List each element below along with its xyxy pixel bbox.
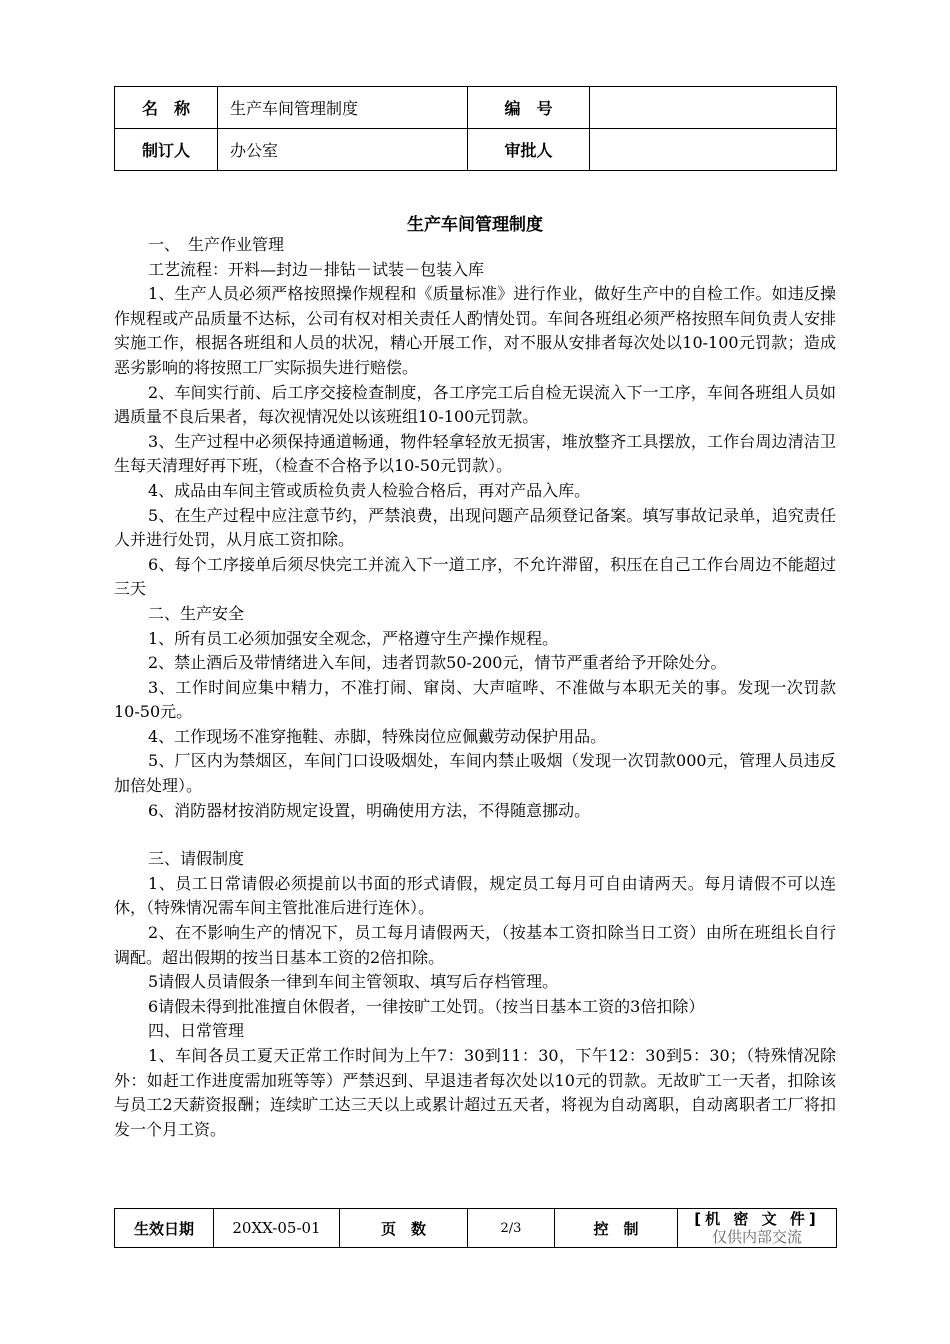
paragraph: 1、生产人员必须严格按照操作规程和《质量标准》进行作业，做好生产中的自检工作。如违反操作规程或产品质量不达标，公司有权对相关责任人酌情处罚。车间各班组必须严格按照车间负责人安排实施工作，根据各班组和人员的状况，精心开展工作，对不服从安排者每次处以10-100元罚款；造成恶劣影响的将按照工厂实际损失进行赔偿。 bbox=[114, 284, 836, 377]
paragraph: 6、每个工序接单后须尽快完工并流入下一道工序，不允许滞留，积压在自己工作台周边不能超过三天 bbox=[114, 554, 836, 599]
pages-label: 页 数 bbox=[340, 1209, 468, 1248]
document-body bbox=[114, 233, 836, 1142]
pages-value: 2/3 bbox=[468, 1209, 555, 1248]
approver-label: 审批人 bbox=[468, 129, 590, 171]
code-value bbox=[590, 87, 837, 129]
internal-only-line: 仅供内部交流 bbox=[711, 1228, 802, 1246]
document-title: 生产车间管理制度 bbox=[407, 215, 543, 235]
paragraph: 2、在不影响生产的情况下，员工每月请假两天，（按基本工资扣除当日工资）由所在班组长自行调配。超出假期的按当日基本工资的2倍扣除。 bbox=[114, 923, 836, 967]
footer-table bbox=[114, 1208, 837, 1248]
maker-label: 制订人 bbox=[115, 129, 218, 171]
section-heading-4: 四、日常管理 bbox=[148, 1021, 245, 1041]
paragraph: 2、车间实行前、后工序交接检查制度，各工序完工后自检无误流入下一工序，车间各班组人员如遇质量不良后果者，每次视情况处以该班组10-100元罚款。 bbox=[114, 382, 836, 427]
maker-value: 办公室 bbox=[218, 129, 468, 171]
paragraph: 2、禁止酒后及带情绪进入车间，违者罚款50-200元，情节严重者给予开除处分。 bbox=[148, 653, 727, 673]
paragraph: 5请假人员请假条一律到车间主管领取、填写后存档管理。 bbox=[148, 972, 559, 992]
effective-date-label: 生效日期 bbox=[115, 1209, 214, 1248]
confidential-line: [机 密 文 件] bbox=[694, 1210, 820, 1228]
section-heading-3: 三、请假制度 bbox=[148, 849, 245, 869]
approver-value bbox=[590, 129, 837, 171]
name-value: 生产车间管理制度 bbox=[218, 87, 468, 129]
paragraph: 6、消防器材按消防规定设置，明确使用方法，不得随意挪动。 bbox=[148, 800, 591, 820]
section-heading-2: 二、生产安全 bbox=[148, 603, 245, 623]
effective-date-value: 20XX-05-01 bbox=[214, 1209, 340, 1248]
paragraph: 4、工作现场不准穿拖鞋、赤脚，特殊岗位应佩戴劳动保护用品。 bbox=[148, 726, 607, 746]
confidential-stamp bbox=[678, 1209, 837, 1248]
control-label: 控 制 bbox=[555, 1209, 678, 1248]
paragraph: 3、生产过程中必须保持通道畅通，物件轻拿轻放无损害，堆放整齐工具摆放，工作台周边清洁卫生每天清理好再下班，（检查不合格予以10-50元罚款）。 bbox=[114, 431, 836, 476]
paragraph: 4、成品由车间主管或质检负责人检验合格后，再对产品入库。 bbox=[148, 480, 591, 500]
spacer bbox=[114, 823, 836, 847]
paragraph: 5、厂区内为禁烟区，车间门口设吸烟处，车间内禁止吸烟（发现一次罚款000元，管理人员违反加倍处理）。 bbox=[114, 751, 836, 796]
header-row-1 bbox=[115, 87, 837, 129]
header-table bbox=[114, 86, 837, 171]
paragraph: 5、在生产过程中应注意节约，严禁浪费，出现问题产品须登记备案。填写事故记录单，追究责任人并进行处罚，从月底工资扣除。 bbox=[114, 505, 836, 550]
paragraph: 1、车间各员工夏天正常工作时间为上午7：30到11：30，下午12：30到5：30；（特殊情况除外：如赶工作进度需加班等等）严禁迟到、早退违者每次处以10元的罚款。无故旷工一天者，扣除该与员工2天薪资报酬；连续旷工达三天以上或累计超过五天者，将视为自动离职，自动离职者工厂将扣发一个月工资。 bbox=[114, 1046, 836, 1139]
paragraph: 6请假未得到批准擅自休假者，一律按旷工处罚。（按当日基本工资的3倍扣除） bbox=[148, 996, 705, 1016]
paragraph: 1、员工日常请假必须提前以书面的形式请假，规定员工每月可自由请两天。每月请假不可以连休，（特殊情况需车间主管批准后进行连休）。 bbox=[114, 873, 836, 918]
section-heading-1: 一、 生产作业管理 bbox=[148, 235, 285, 254]
header-row-2 bbox=[115, 129, 837, 171]
paragraph: 3、工作时间应集中精力，不准打闹、窜岗、大声喧哗、不准做与本职无关的事。发现一次罚款10-50元。 bbox=[114, 677, 836, 722]
paragraph: 工艺流程：开料—封边－排钻－试装－包装入库 bbox=[148, 259, 485, 279]
footer-row bbox=[115, 1209, 837, 1248]
paragraph: 1、所有员工必须加强安全观念，严格遵守生产操作规程。 bbox=[148, 628, 559, 648]
name-label: 名 称 bbox=[115, 87, 218, 129]
code-label: 编 号 bbox=[468, 87, 590, 129]
